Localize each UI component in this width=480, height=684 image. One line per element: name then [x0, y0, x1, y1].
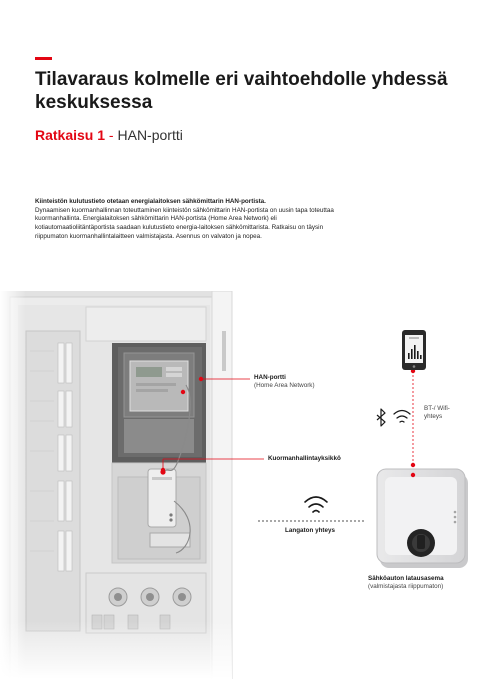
- charger-note: (valmistajasta riippumaton): [368, 583, 444, 590]
- wireless-label: Langaton yhteys: [285, 527, 336, 534]
- intro-lead: Kiinteistön kulutustieto otetaan energialaitoksen sähkömittarin HAN-portista.: [35, 198, 266, 205]
- callout-charger: [368, 575, 444, 591]
- page-subtitle: [35, 126, 183, 144]
- subtitle-separator: -: [105, 127, 118, 143]
- electricity-meter: [130, 361, 188, 411]
- wifi-small-icon: [394, 411, 410, 423]
- han-port-note: (Home Area Network): [254, 382, 315, 389]
- smartphone-icon: [402, 330, 426, 370]
- callout-load-controller: [268, 455, 341, 463]
- installation-illustration: [0, 291, 480, 679]
- callout-bt-wifi: [424, 405, 450, 421]
- han-port-label: HAN-portti: [254, 374, 286, 381]
- callout-han-port: [254, 374, 315, 390]
- accent-bar: [35, 57, 52, 60]
- distribution-cabinet: [0, 291, 232, 679]
- subtitle-topic: HAN-portti: [117, 127, 183, 143]
- load-controller-unit: [148, 469, 176, 527]
- callout-wireless: [285, 527, 335, 535]
- charger-label: Sähköauton latausasema: [368, 575, 444, 582]
- bluetooth-icon: [377, 409, 385, 426]
- load-controller-label: Kuormanhallintayksikkö: [268, 455, 341, 462]
- page-title: Tilavaraus kolmelle eri vaihtoehdolle yhdessä keskuksessa: [35, 69, 448, 113]
- wifi-icon: [305, 497, 327, 512]
- illustration-graphic: [0, 291, 480, 679]
- bt-wifi-line2: yhteys: [424, 413, 443, 420]
- intro-text: Dynaamisen kuormanhallinnan toteuttaminen kiinteistön sähkömittarin HAN-portista on uusin tapa toteuttaa kuormanhallinta. Energialaitoksen sähkömittarin HAN-portista (Home Area Network) eli kotiautomaatioliitäntäportista saadaan kulutustieto energia-laitoksen sähkömittarista. Ratkaisu on täysin riippumaton kuormanhallintalaitteen valmistajasta. Asennus on valvaton ja nopea.: [35, 206, 334, 240]
- charging-station-icon: [377, 469, 468, 568]
- bt-wifi-line1: BT-/ Wifi-: [424, 405, 450, 412]
- intro-paragraph: [35, 198, 335, 242]
- subtitle-solution: Ratkaisu 1: [35, 127, 106, 143]
